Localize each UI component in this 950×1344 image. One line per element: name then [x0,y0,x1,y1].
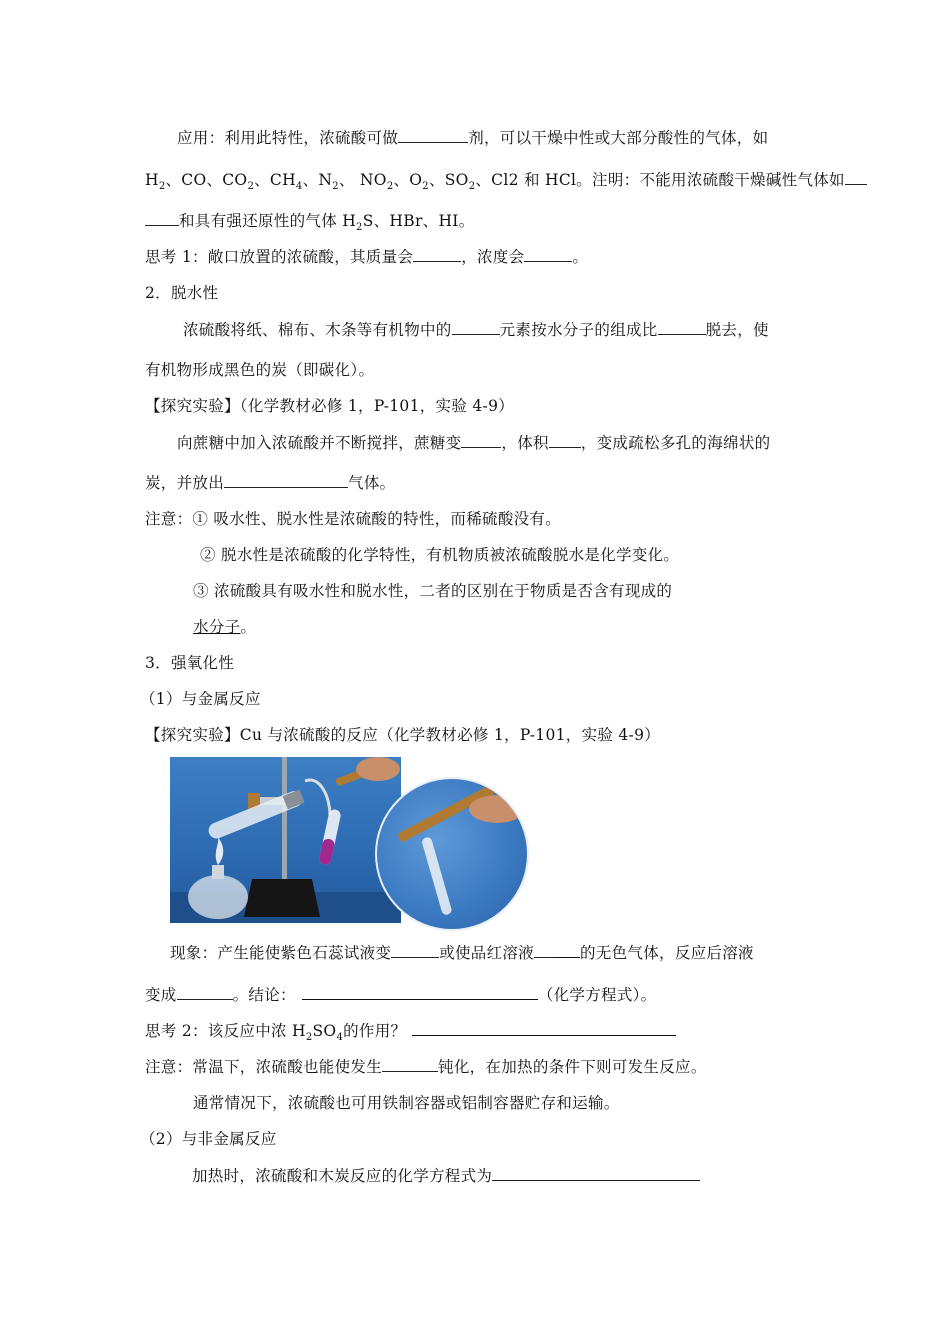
section-heading-oxidation: 3．强氧化性 [145,654,235,672]
closeup-illustration [377,779,527,929]
blank [845,170,867,185]
paragraph-gases: $H_2$、CO、$CO_2$、$CH_4$、$N_2$、 $NO_2$、$O_2$、$SO_2$、Cl2 和 HCl。注明：不能用浓硫酸干燥碱性气体如 [145,170,867,190]
paragraph-carbonization: 有机物形成黑色的炭（即碳化）。 [145,361,375,379]
paragraph-dehydration: 浓硫酸将纸、棉布、木条等有机物中的 元素按水分子的组成比 脱去，使 [183,321,769,339]
paragraph-sucrose: 向蔗糖中加入浓硫酸并不断搅拌，蔗糖变 ，体积 ，变成疏松多孔的海绵状的 [177,434,771,452]
blank [461,433,501,448]
note-1: 注意：① 吸水性、脱水性是浓硫酸的特性，而稀硫酸没有。 [145,510,562,528]
paragraph-carbon-reaction: 加热时，浓硫酸和木炭反应的化学方程式为 [192,1166,700,1186]
blank [145,211,179,226]
conclusion: 变成 。结论： （化学方程式）。 [145,986,657,1004]
experiment-photo [170,757,401,923]
section-heading-dehydration: 2．脱水性 [145,284,219,302]
paragraph-reducing-gases: 和具有强还原性的气体 $H_2S$、HBr、HI。 [145,211,475,231]
subsection-nonmetal: （2）与非金属反应 [140,1130,277,1148]
subsection-metal: （1）与金属反应 [140,690,261,708]
closeup-photo [375,777,529,931]
note-3: ③ 浓硫酸具有吸水性和脱水性，二者的区别在于物质是否含有现成的 [193,582,673,600]
apparatus-illustration [170,757,401,923]
blank [224,473,348,488]
blank [556,943,580,958]
blank [177,985,233,1000]
think-1: 思考 1：敞口放置的浓硫酸，其质量会 ，浓度会 。 [145,248,589,266]
note-5: 注意：常温下，浓硫酸也能使发生 钝化，在加热的条件下则可发生反应。 [145,1058,707,1076]
blank [391,943,439,958]
blank [382,1057,438,1072]
phenomenon: 现象：产生能使紫色石蕊试液变 或使品红溶液 的无色气体，反应后溶液 [170,944,754,962]
note-2: ② 脱水性是浓硫酸的化学特性，有机物质被浓硫酸脱水是化学变化。 [200,546,680,564]
equation-blank [302,985,538,1000]
blank [524,247,572,262]
experiment-heading-2: 【探究实验】Cu 与浓硫酸的反应（化学教材必修 1，P-101，实验 4-9） [145,726,661,744]
equation-blank [492,1166,700,1181]
experiment-heading-1: 【探究实验】（化学教材必修 1，P-101，实验 4-9） [145,397,515,415]
paragraph-gas-release: 炭，并放出 气体。 [145,474,396,492]
blank [413,247,461,262]
blank [549,433,581,448]
blank [534,943,556,958]
note-6: 通常情况下，浓硫酸也可用铁制容器或铝制容器贮存和运输。 [193,1094,620,1112]
think-2: 思考 2：该反应中浓 $H_2SO_4$的作用？ [145,1021,676,1041]
blank [658,320,706,335]
paragraph-application: 应用：利用此特性，浓硫酸可做 剂，可以干燥中性或大部分酸性的气体，如 [177,129,769,147]
answer-blank [412,1021,676,1036]
blank [452,320,500,335]
blank [398,128,468,143]
note-4: 水分子。 [193,618,257,636]
